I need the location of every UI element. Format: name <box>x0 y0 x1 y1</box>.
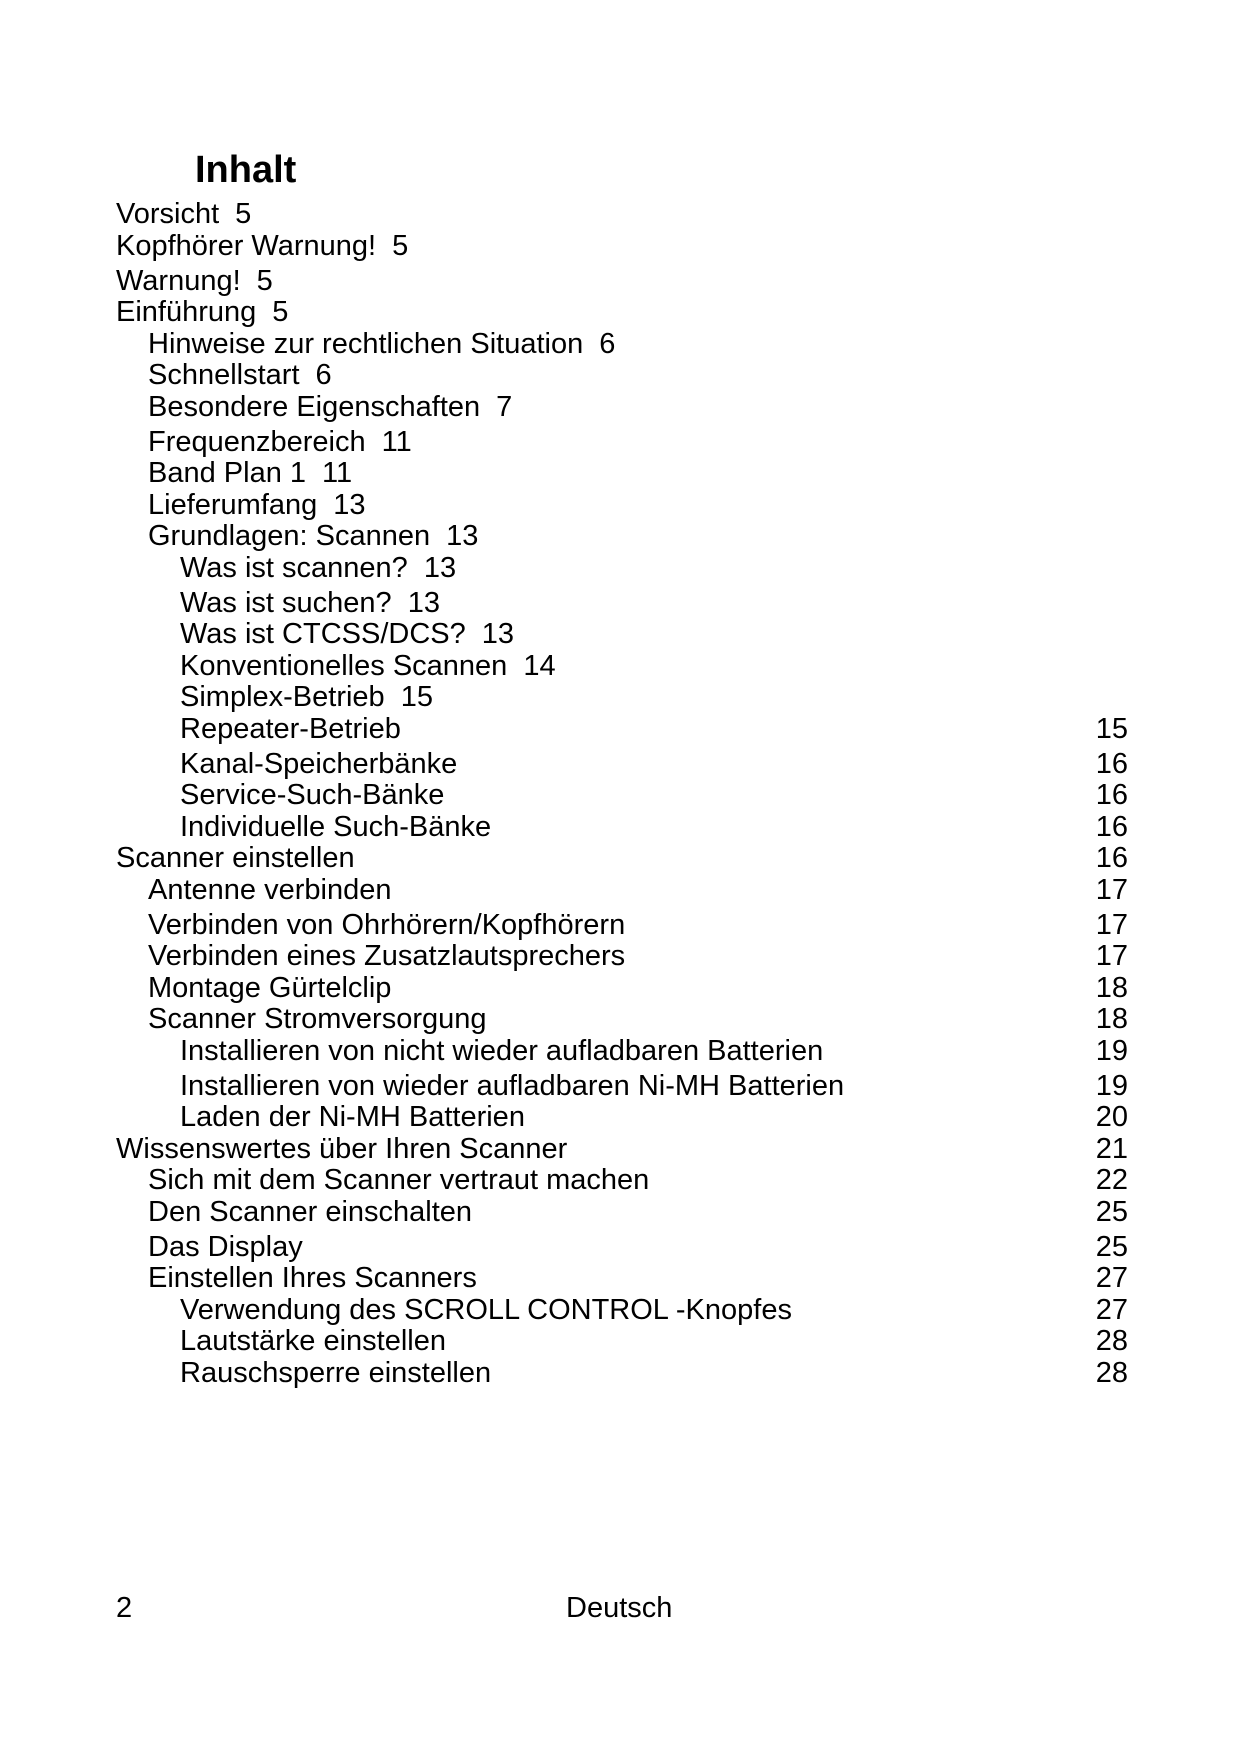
toc-entry <box>0 711 1241 747</box>
toc-entry <box>0 1355 1241 1391</box>
toc-entry-page: 19 <box>1095 1035 1128 1067</box>
toc-entry-page: 16 <box>1095 748 1128 780</box>
toc-entry <box>0 518 1241 554</box>
toc-entry <box>0 616 1241 652</box>
toc-entry-title: Service-Such-Bänke <box>180 779 445 811</box>
toc-entry-title: Antenne verbinden <box>148 874 392 906</box>
toc-entry <box>0 1162 1241 1198</box>
toc-entry-title: Band Plan 1 <box>148 457 307 489</box>
toc-entry-title: Lautstärke einstellen <box>180 1325 446 1357</box>
toc-entry-page: 27 <box>1095 1294 1128 1326</box>
toc-entry-page: 16 <box>1095 842 1128 874</box>
toc-entry-title: Lieferumfang <box>148 489 318 521</box>
toc-entry-title: Scanner Stromversorgung <box>148 1003 487 1035</box>
toc-entry-title: Individuelle Such-Bänke <box>180 811 492 843</box>
toc-heading: Inhalt <box>195 149 297 191</box>
toc-entry-page: 27 <box>1095 1262 1128 1294</box>
toc-entry-page: 13 <box>446 520 479 552</box>
toc-entry-title: Verbinden von Ohrhörern/Kopfhörern <box>148 909 626 941</box>
toc-entry-title: Das Display <box>148 1231 303 1263</box>
toc-entry-page: 17 <box>1095 940 1128 972</box>
toc-entry-page: 28 <box>1095 1325 1128 1357</box>
toc-entry <box>0 1194 1241 1230</box>
toc-entry-page: 15 <box>1095 713 1128 745</box>
toc-entry-title: Verwendung des SCROLL CONTROL -Knopfes <box>180 1294 792 1326</box>
toc-entry-page: 13 <box>423 552 457 584</box>
toc-entry-page: 17 <box>1095 909 1128 941</box>
footer-page-number: 2 <box>116 1592 133 1624</box>
toc-entry-title: Hinweise zur rechtlichen Situation <box>148 328 584 360</box>
toc-entry-page: 17 <box>1095 874 1128 906</box>
toc-entry-title: Was ist CTCSS/DCS? <box>180 618 466 650</box>
toc-entry <box>0 294 1241 330</box>
toc-entry-title: Besondere Eigenschaften <box>148 391 481 423</box>
toc-entry-page: 11 <box>381 426 412 458</box>
toc-entry-page: 5 <box>272 296 289 328</box>
toc-entry-title: Grundlagen: Scannen <box>148 520 431 552</box>
toc-entry <box>0 1033 1241 1069</box>
toc-entry-page: 25 <box>1095 1231 1128 1263</box>
toc-entry-title: Rauschsperre einstellen <box>180 1357 492 1389</box>
toc-entry-page: 5 <box>392 230 409 262</box>
footer-language: Deutsch <box>566 1592 673 1624</box>
toc-entry-page: 13 <box>407 587 440 619</box>
toc-entry-title: Montage Gürtelclip <box>148 972 392 1004</box>
toc-entry-page: 6 <box>315 359 332 391</box>
toc-entry-page: 11 <box>322 457 353 489</box>
toc-entry <box>0 228 1241 264</box>
toc-entry-title: Was ist scannen? <box>180 552 408 584</box>
toc-entry-title: Wissenswertes über Ihren Scanner <box>116 1133 568 1165</box>
toc-entry-title: Den Scanner einschalten <box>148 1196 473 1228</box>
toc-entry-page: 28 <box>1095 1357 1128 1389</box>
toc-entry <box>0 840 1241 876</box>
toc-entry-page: 19 <box>1095 1070 1128 1102</box>
toc-entry-page: 22 <box>1095 1164 1128 1196</box>
toc-entry <box>0 196 1241 232</box>
toc-entry <box>0 872 1241 908</box>
toc-entry <box>0 1001 1241 1037</box>
toc-entry-title: Kopfhörer Warnung! <box>116 230 377 262</box>
toc-entry-page: 15 <box>400 681 433 713</box>
toc-entry-page: 18 <box>1095 1003 1128 1035</box>
toc-entry-title: Verbinden eines Zusatzlautsprechers <box>148 940 626 972</box>
toc-entry-title: Installieren von nicht wieder aufladbaren Batterien <box>180 1035 824 1067</box>
toc-entry-title: Vorsicht <box>116 198 220 230</box>
toc-entry-page: 13 <box>333 489 366 521</box>
toc-entry-page: 21 <box>1095 1133 1128 1165</box>
toc-entry-title: Einstellen Ihres Scanners <box>148 1262 477 1294</box>
toc-entry-title: Schnellstart <box>148 359 300 391</box>
toc-entry-title: Sich mit dem Scanner vertraut machen <box>148 1164 650 1196</box>
toc-entry-title: Einführung <box>116 296 257 328</box>
toc-entry <box>0 1099 1241 1135</box>
toc-entry-page: 13 <box>481 618 515 650</box>
toc-entry-page: 5 <box>256 265 273 297</box>
toc-entry-page: 16 <box>1095 811 1128 843</box>
toc-entry <box>0 357 1241 393</box>
toc-entry-title: Frequenzbereich <box>148 426 366 458</box>
toc-entry-title: Was ist suchen? <box>180 587 392 619</box>
toc-entry-page: 5 <box>235 198 252 230</box>
toc-entry-title: Repeater-Betrieb <box>180 713 401 745</box>
toc-entry-page: 16 <box>1095 779 1128 811</box>
toc-entry-page: 14 <box>523 650 556 682</box>
toc-entry <box>0 679 1241 715</box>
toc-entry <box>0 1323 1241 1359</box>
toc-entry-title: Warnung! <box>116 265 241 297</box>
toc-entry <box>0 777 1241 813</box>
toc-entry-title: Konventionelles Scannen <box>180 650 508 682</box>
toc-entry-page: 6 <box>599 328 616 360</box>
toc-entry-title: Simplex-Betrieb <box>180 681 385 713</box>
toc-entry-title: Installieren von wieder aufladbaren Ni-MH Batterien <box>180 1070 845 1102</box>
toc-entry-page: 18 <box>1095 972 1128 1004</box>
toc-entry <box>0 455 1241 491</box>
toc-entry <box>0 550 1241 586</box>
toc-entry-page: 7 <box>496 391 513 423</box>
toc-entry-page: 25 <box>1095 1196 1128 1228</box>
toc-entry-page: 20 <box>1095 1101 1128 1133</box>
toc-entry-title: Kanal-Speicherbänke <box>180 748 458 780</box>
toc-entry <box>0 389 1241 425</box>
toc-entry-title: Laden der Ni-MH Batterien <box>180 1101 525 1133</box>
toc-entry <box>0 1260 1241 1296</box>
toc-entry <box>0 938 1241 974</box>
toc-entry-title: Scanner einstellen <box>116 842 355 874</box>
